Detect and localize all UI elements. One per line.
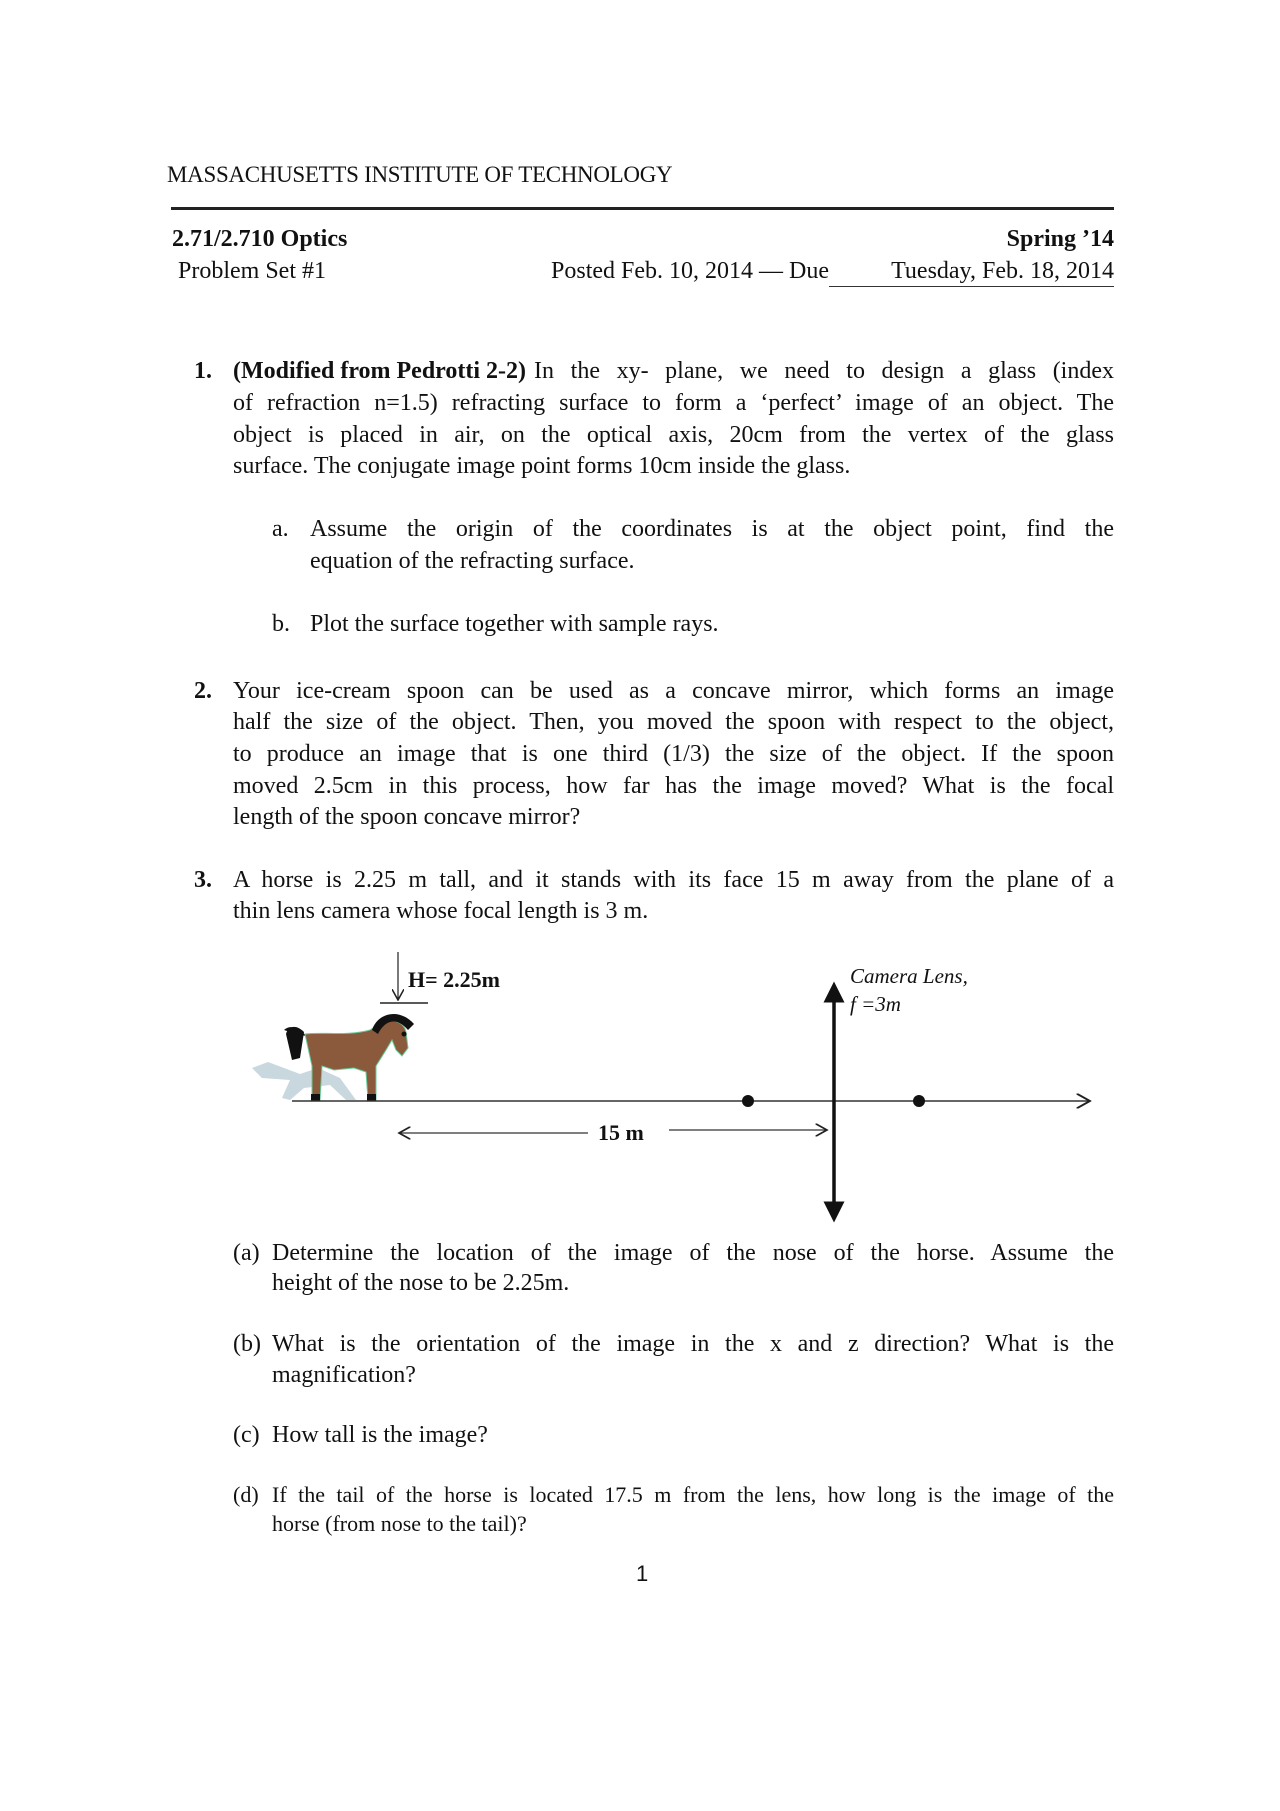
problem-set-label: Problem Set #1 xyxy=(178,258,326,284)
q1b-label: b. xyxy=(272,611,290,637)
course-title: 2.71/2.710 Optics xyxy=(172,226,348,252)
q2-line-3: to produce an image that is one third (1/3) the size of the object. If the spoon xyxy=(233,741,1114,767)
posted-date: Posted Feb. 10, 2014 — Due xyxy=(551,258,829,284)
q3a-label: (a) xyxy=(233,1240,260,1266)
q1-line-2: of refraction n=1.5) refracting surface to form a ‘perfect’ image of an object. The xyxy=(233,390,1114,416)
focal-length-label: f =3m xyxy=(850,992,901,1016)
q1a-label: a. xyxy=(272,516,289,542)
distance-label: 15 m xyxy=(598,1120,644,1145)
q1-text: In the xy- plane, we need to design a glass (index xyxy=(534,358,1114,384)
term: Spring ’14 xyxy=(1006,226,1114,252)
q3d-label: (d) xyxy=(233,1482,259,1507)
page-number: 1 xyxy=(636,1561,649,1586)
q3d-line-1: If the tail of the horse is located 17.5 m from the lens, how long is the image of the xyxy=(272,1482,1114,1507)
q3a-line-2: height of the nose to be 2.25m. xyxy=(272,1270,570,1296)
q1-number: 1. xyxy=(194,358,212,384)
q2-line-1: Your ice-cream spoon can be used as a concave mirror, which forms an image xyxy=(233,678,1114,704)
q3-number: 3. xyxy=(194,867,212,893)
institution-name: MASSACHUSETTS INSTITUTE OF TECHNOLOGY xyxy=(167,162,673,187)
q1-line-3: object is placed in air, on the optical axis, 20cm from the vertex of the glass xyxy=(233,422,1114,448)
q1-line-4: surface. The conjugate image point forms 10cm inside the glass. xyxy=(233,453,851,479)
q3-line-2: thin lens camera whose focal length is 3 m. xyxy=(233,898,649,924)
q2-line-2: half the size of the object. Then, you moved the spoon with respect to the object, xyxy=(233,709,1114,735)
due-date: Tuesday, Feb. 18, 2014 xyxy=(891,258,1114,284)
q2-line-5: length of the spoon concave mirror? xyxy=(233,804,581,830)
height-label: H= 2.25m xyxy=(408,967,500,992)
q1a-line-1: Assume the origin of the coordinates is at the object point, find the xyxy=(310,516,1114,542)
focal-point-front xyxy=(742,1095,754,1107)
q3b-label: (b) xyxy=(233,1331,261,1357)
q1b-line-1: Plot the surface together with sample rays. xyxy=(310,611,719,637)
q3d-line-2: horse (from nose to the tail)? xyxy=(272,1511,527,1536)
q2-number: 2. xyxy=(194,678,212,704)
q3c-line-1: How tall is the image? xyxy=(272,1422,488,1448)
q2-line-4: moved 2.5cm in this process, how far has the image moved? What is the focal xyxy=(233,773,1114,799)
q3c-label: (c) xyxy=(233,1422,260,1448)
lens-label: Camera Lens, xyxy=(850,964,968,988)
q3b-line-1: What is the orientation of the image in the x and z direction? What is the xyxy=(272,1331,1114,1357)
focal-point-back xyxy=(913,1095,925,1107)
q1-source: (Modified from Pedrotti 2-2) xyxy=(233,358,527,384)
q3-line-1: A horse is 2.25 m tall, and it stands with its face 15 m away from the plane of a xyxy=(233,867,1114,893)
q3b-line-2: magnification? xyxy=(272,1362,416,1388)
q1a-line-2: equation of the refracting surface. xyxy=(310,548,635,574)
q3a-line-1: Determine the location of the image of the nose of the horse. Assume the xyxy=(272,1240,1114,1266)
